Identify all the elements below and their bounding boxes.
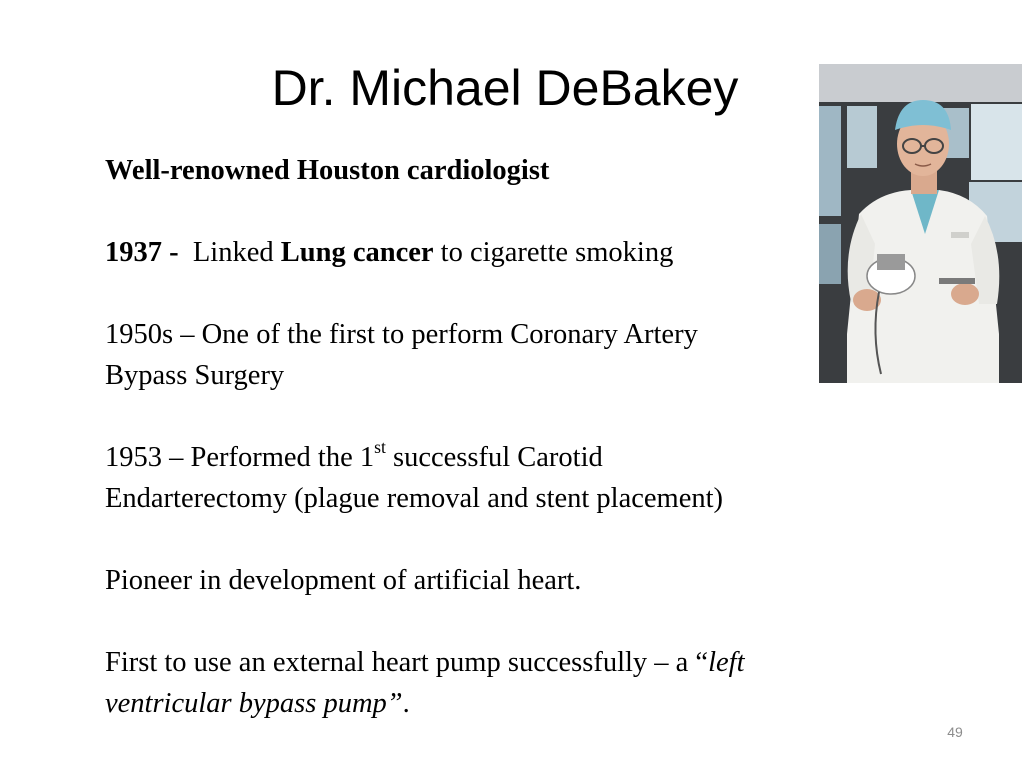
- portrait-photo: [819, 64, 1022, 383]
- item-1953-line2: Endarterectomy (plague removal and stent placement): [105, 483, 724, 514]
- spacer: [105, 273, 885, 314]
- headline-text: Well-renowned Houston cardiologist: [105, 155, 550, 186]
- item-1937-text-b: to cigarette smoking: [433, 237, 674, 268]
- spacer: [105, 601, 885, 642]
- item-1937-bold: Lung cancer: [280, 237, 434, 268]
- item-1953-text-a: 1953 – Performed the 1: [105, 442, 375, 473]
- item-1953-line1: [105, 437, 885, 478]
- headline: [105, 150, 885, 191]
- slide-number: 49: [947, 724, 963, 740]
- item-pump-end: .: [402, 688, 410, 719]
- slide-body: [105, 150, 885, 724]
- slide-title: Dr. Michael DeBakey: [271, 60, 739, 116]
- item-pump-italic-b: ventricular bypass pump”: [105, 688, 403, 719]
- item-pump-line2: [105, 683, 885, 724]
- spacer: [105, 191, 885, 232]
- item-1937-year: 1937 -: [105, 237, 179, 268]
- item-artificial-heart: Pioneer in development of artificial heart.: [105, 565, 582, 596]
- item-pump-text-a: First to use an external heart pump successfully – a “: [105, 647, 709, 678]
- item-pump-italic-a: left: [708, 647, 745, 678]
- item-1950s-line2: Bypass Surgery: [105, 360, 285, 391]
- item-1937: [105, 232, 885, 273]
- item-1953-text-b: successful Carotid: [385, 442, 603, 473]
- portrait-illustration: [819, 64, 1022, 383]
- item-1953-sup: st: [374, 436, 386, 457]
- item-pump-line1: [105, 642, 885, 683]
- item-1950s-line1: 1950s – One of the first to perform Coronary Artery: [105, 319, 698, 350]
- spacer: [105, 396, 885, 437]
- item-1937-text-a: Linked: [192, 237, 274, 268]
- spacer: [105, 519, 885, 560]
